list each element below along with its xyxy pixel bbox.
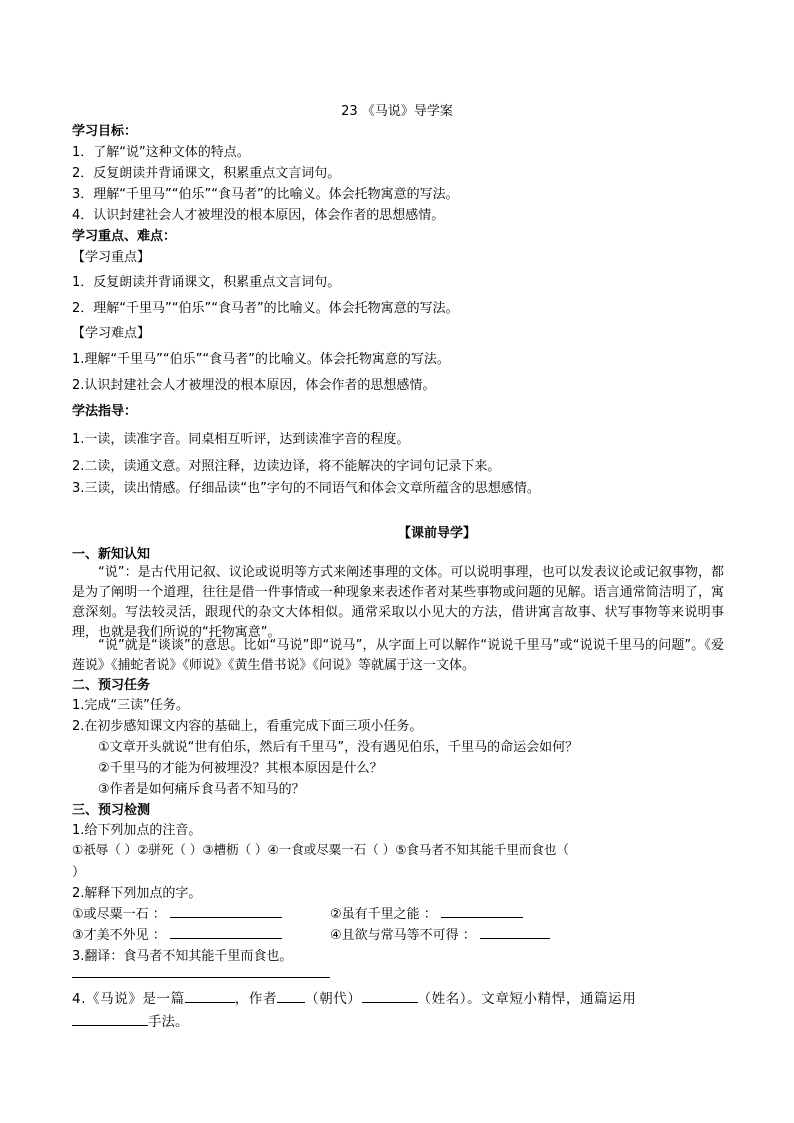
goal-item: 3．理解“千里马”“伯乐”“食马者”的比喻义。体会托物寓意的写法。 [72,187,459,202]
question-4-text: （姓名）。文章短小精悍，通篇运用 [417,991,637,1007]
difficulty-heading: 【学习难点】 [72,326,151,341]
question-2-item-label: ①或尽粟一石 ： [72,907,166,922]
question-4-text: ，作者 [234,991,278,1007]
subtask-item: ③作者是如何痛斥食马者不知马的？ [98,782,305,797]
answer-blank[interactable] [480,926,550,939]
question-3: 3.翻译：食马者不知其能千里而食也。 [72,949,293,964]
question-2-item [330,903,523,922]
focus-item: 2．理解“千里马”“伯乐”“食马者”的比喻义。体会托物寓意的写法。 [72,301,459,316]
keypoints-heading: 学习重点、难点： [72,229,177,244]
question-2-item-label: ③才美不外见 ： [72,928,166,943]
question-2-item [72,903,282,922]
subtask-item: ②千里马的才能为何被埋没？其根本原因是什么？ [98,761,383,776]
question-4 [72,987,636,1007]
answer-blank[interactable] [72,1013,148,1026]
question-2-item-label: ②虽有千里之能 ： [330,907,437,922]
preview-heading: 【课前导学】 [397,526,476,541]
subtask-item: ①文章开头就说“世有伯乐，然后有千里马”，没有遇见伯乐，千里马的命运会如何？ [98,740,579,755]
focus-item: 1．反复朗读并背诵课文，积累重点文言词句。 [72,275,341,290]
answer-blank[interactable] [362,990,418,1003]
intro-paragraph-2: “说”就是“谈谈”的意思。比如“马说”即“说马”，从字面上可以解作“说说千里马”或“说说千里马的问题”。《爱莲说》《捕蛇者说》《师说》《黄生借书说》《问说》等就属于这一文体。 [72,638,724,673]
question-4-text: （朝代） [305,991,362,1007]
method-heading: 学法指导： [72,404,138,419]
question-2: 2.解释下列加点的字。 [72,886,202,901]
goal-item: 4．认识封建社会人才被埋没的根本原因，体会作者的思想感情。 [72,208,445,223]
answer-line[interactable] [72,977,330,978]
answer-blank[interactable] [185,990,235,1003]
intro-paragraph-1: “说”：是古代用记叙、议论或说明等方式来阐述事理的文体。可以说明事理，也可以发表议论或记叙事物，都是为了阐明一个道理，往往是借一件事情或一种现象来表述作者对某些事物或问题的见解。语言通常简洁明了，寓意深刻。写法较灵活，跟现代的杂文大体相似。通常采取以小见大的方法，借讲寓言故事、状写事物等来说明事理，也就是我们所说的“托物寓意”。 [72,565,724,640]
question-2-item [72,924,282,943]
task-item: 2.在初步感知课文内容的基础上，看重完成下面三项小任务。 [72,719,423,734]
section-heading-preview-check: 三、预习检测 [72,803,151,818]
question-4-cont [72,1010,189,1030]
goal-item: 2．反复朗读并背诵课文，积累重点文言词句。 [72,166,341,181]
question-2-item [330,924,550,943]
task-item: 1.完成“三读”任务。 [72,698,189,713]
section-heading-preview-tasks: 二、预习任务 [72,678,151,693]
answer-blank[interactable] [441,905,523,918]
method-item: 2.二读，读通文意。对照注释，边读边译，将不能解决的字词句记录下来。 [72,459,501,474]
method-item: 1.一读，读准字音。同桌相互听评，达到读准字音的程度。 [72,432,410,447]
method-item: 3.三读，读出情感。仔细品读“也”字句的不同语气和体会文章所蕴含的思想感情。 [72,481,540,496]
difficulty-item: 2.认识封建社会人才被埋没的根本原因，体会作者的思想感情。 [72,378,436,393]
question-1-items-cont: ） [72,865,86,880]
goal-item: 1．了解“说”这种文体的特点。 [72,145,250,160]
answer-blank[interactable] [170,905,282,918]
difficulty-item: 1.理解“千里马”“伯乐”“食马者”的比喻义。体会托物寓意的写法。 [72,352,450,367]
question-1-items: ①祇辱（ ）②骈死（ ）③槽枥（ ）④一食或尽粟一石（ ）⑤食马者不知其能千里而食也（ [72,842,569,857]
question-1: 1.给下列加点的注音。 [72,823,202,838]
answer-blank[interactable] [170,926,282,939]
page-title: 23 《马说》导学案 [341,104,453,119]
goals-heading: 学习目标： [72,124,138,139]
answer-blank[interactable] [277,990,305,1003]
question-2-item-label: ④且欲与常马等不可得 ： [330,928,476,943]
section-heading-new-knowledge: 一、新知认知 [72,547,151,562]
question-4-text: 4.《马说》是一篇 [72,991,185,1007]
question-4-text: 手法。 [148,1014,189,1030]
focus-heading: 【学习重点】 [72,250,151,265]
